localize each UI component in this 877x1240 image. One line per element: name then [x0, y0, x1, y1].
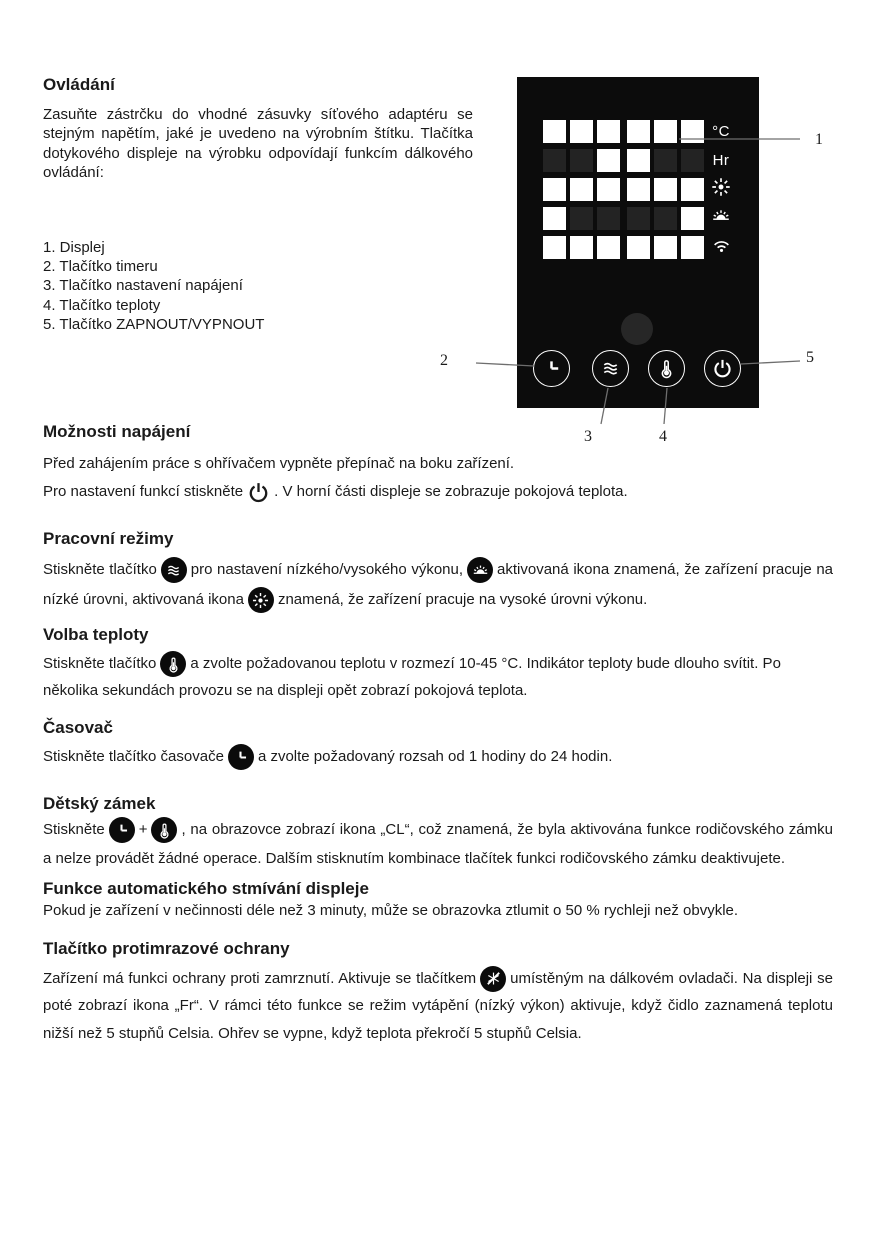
display-digit [543, 120, 620, 259]
segment-off [627, 207, 650, 230]
intro-paragraph: Zasuňte zástrčku do vhodné zásuvky síťového adaptéru se stejným napětím, jaké je uvedeno na výrobním štítku. Tlačítka dotykového displeje na výrobku odpovídají funkcím dálkového ovládání: [43, 106, 473, 182]
sensor-dot [621, 313, 653, 345]
segment-on [627, 236, 650, 259]
segment-on [654, 236, 677, 259]
clock-icon [228, 744, 254, 770]
text-segment: Zařízení má funkci ochrany proti zamrznutí. Aktivuje se tlačítkem [43, 969, 477, 987]
power-options-paragraph-2 [43, 477, 833, 507]
display-digit [627, 120, 704, 259]
text-segment: a zvolte požadovaný rozsah od 1 hodiny do 24 hodin. [257, 748, 613, 766]
text-segment: pro nastavení nízkého/vysokého výkonu, [190, 561, 464, 579]
section-heading-detsky-zamek: Dětský zámek [43, 794, 156, 814]
power-icon [246, 480, 271, 505]
wifi-icon [711, 235, 732, 261]
timer-button [533, 350, 570, 387]
legend-item-on-off: 5. Tlačítko ZAPNOUT/VYPNOUT [43, 316, 265, 334]
high-power-sun-icon [248, 587, 274, 613]
legend-list [43, 238, 473, 335]
callout-label-display: 1 [815, 131, 823, 148]
segment-on [597, 120, 620, 143]
segment-on [627, 178, 650, 201]
celsius-label: °C [712, 123, 730, 140]
temperature-paragraph [43, 650, 833, 704]
power-options-paragraph-1: Před zahájením práce s ohřívačem vypněte přepínač na boku zařízení. [43, 454, 515, 472]
power-mode-button [592, 350, 629, 387]
segment-on [543, 236, 566, 259]
segment-on [570, 178, 593, 201]
callout-label-timer: 2 [440, 352, 448, 369]
text-segment: umístěným na dálkovém ovladači. Na displeji se poté zobrazí ikona „Fr“. V rámci této funkce se režim vytápění (nízký výkon) aktivuje, když čidlo zaznamená teplotu nižší než 5 stupňů Celsia. Ohřev se vypne, když teplota překročí 5 stupňů Celsia. [43, 969, 833, 1042]
frost-protection-icon [480, 966, 506, 992]
segment-off [570, 149, 593, 172]
text-segment: a zvolte požadovanou teplotu v rozmezí 10-45 °C. Indikátor teploty bude dlouho svítit. Po několika sekundách provozu se na displeji opět zobrazí pokojová teplota. [43, 655, 781, 700]
text-segment: , na obrazovce zobrazí ikona „CL“, což znamená, že byla aktivována funkce rodičovského zámku a nelze provádět žádné operace. Dalším stisknutím kombinace tlačítek funkci rodičovského zámku deaktivujete. [43, 821, 833, 867]
frost-paragraph [43, 965, 833, 1048]
legend-item-temperature: 4. Tlačítko teploty [43, 296, 161, 314]
temperature-button [648, 350, 685, 387]
segment-off [654, 207, 677, 230]
segment-on [543, 120, 566, 143]
auto-dim-paragraph: Pokud je zařízení v nečinnosti déle než 3 minuty, může se obrazovka ztlumit o 50 % rychleji než obvykle. [43, 902, 739, 920]
low-power-sun-icon [710, 205, 732, 232]
section-heading-moznosti-napajeni: Možnosti napájení [43, 421, 191, 441]
timer-paragraph [43, 742, 833, 772]
segment-on [543, 207, 566, 230]
segment-off [654, 149, 677, 172]
segment-on [654, 120, 677, 143]
callout-label-power-mode: 3 [584, 428, 592, 445]
callout-label-on-off: 5 [806, 349, 814, 366]
child-lock-paragraph [43, 816, 833, 873]
text-segment: Stiskněte [43, 821, 105, 839]
waves-icon [161, 557, 187, 583]
section-heading-ovladani: Ovládání [43, 75, 115, 94]
segment-on [570, 120, 593, 143]
segment-off [543, 149, 566, 172]
segment-on [654, 178, 677, 201]
segment-off [597, 207, 620, 230]
text-segment: aktivovaná ikona znamená, že zařízení pracuje na nízké úrovni, aktivovaná ikona [43, 561, 834, 609]
section-heading-casovac: Časovač [43, 718, 113, 738]
section-heading-pracovni-rezimy: Pracovní režimy [43, 529, 174, 549]
segment-on [627, 149, 650, 172]
control-panel-figure [517, 77, 759, 408]
text-segment: Stiskněte tlačítko [43, 561, 157, 579]
on-off-button [704, 350, 741, 387]
low-power-sun-icon [467, 557, 493, 583]
segment-on [597, 178, 620, 201]
text-segment: Stiskněte tlačítko časovače [43, 748, 224, 766]
display-grid [543, 120, 704, 259]
segment-on [627, 120, 650, 143]
text-segment: Stiskněte tlačítko [43, 655, 157, 673]
clock-icon [109, 817, 135, 843]
segment-on [597, 149, 620, 172]
section-heading-volba-teploty: Volba teploty [43, 625, 149, 645]
thermometer-icon [151, 817, 177, 843]
high-power-sun-icon [710, 176, 732, 203]
section-heading-stmivani-displeje: Funkce automatického stmívání displeje [43, 879, 369, 899]
text-segment: . V horní části displeje se zobrazuje pokojová teplota. [274, 483, 628, 501]
text-segment: Pro nastavení funkcí stiskněte [43, 483, 244, 501]
segment-off [570, 207, 593, 230]
section-heading-protimrazova-ochrana: Tlačítko protimrazové ochrany [43, 938, 290, 958]
legend-item-display: 1. Displej [43, 238, 105, 256]
legend-item-timer: 2. Tlačítko timeru [43, 258, 158, 276]
working-modes-paragraph [43, 555, 833, 615]
segment-on [597, 236, 620, 259]
legend-item-power-setting: 3. Tlačítko nastavení napájení [43, 277, 243, 295]
text-segment: znamená, že zařízení pracuje na vysoké úrovni výkonu. [277, 591, 648, 609]
display-icon-column [698, 120, 744, 259]
callout-label-temperature: 4 [659, 428, 667, 445]
hours-label: Hr [712, 152, 730, 169]
thermometer-icon [160, 651, 186, 677]
segment-on [543, 178, 566, 201]
segment-on [570, 236, 593, 259]
plus-sign: + [138, 821, 148, 839]
